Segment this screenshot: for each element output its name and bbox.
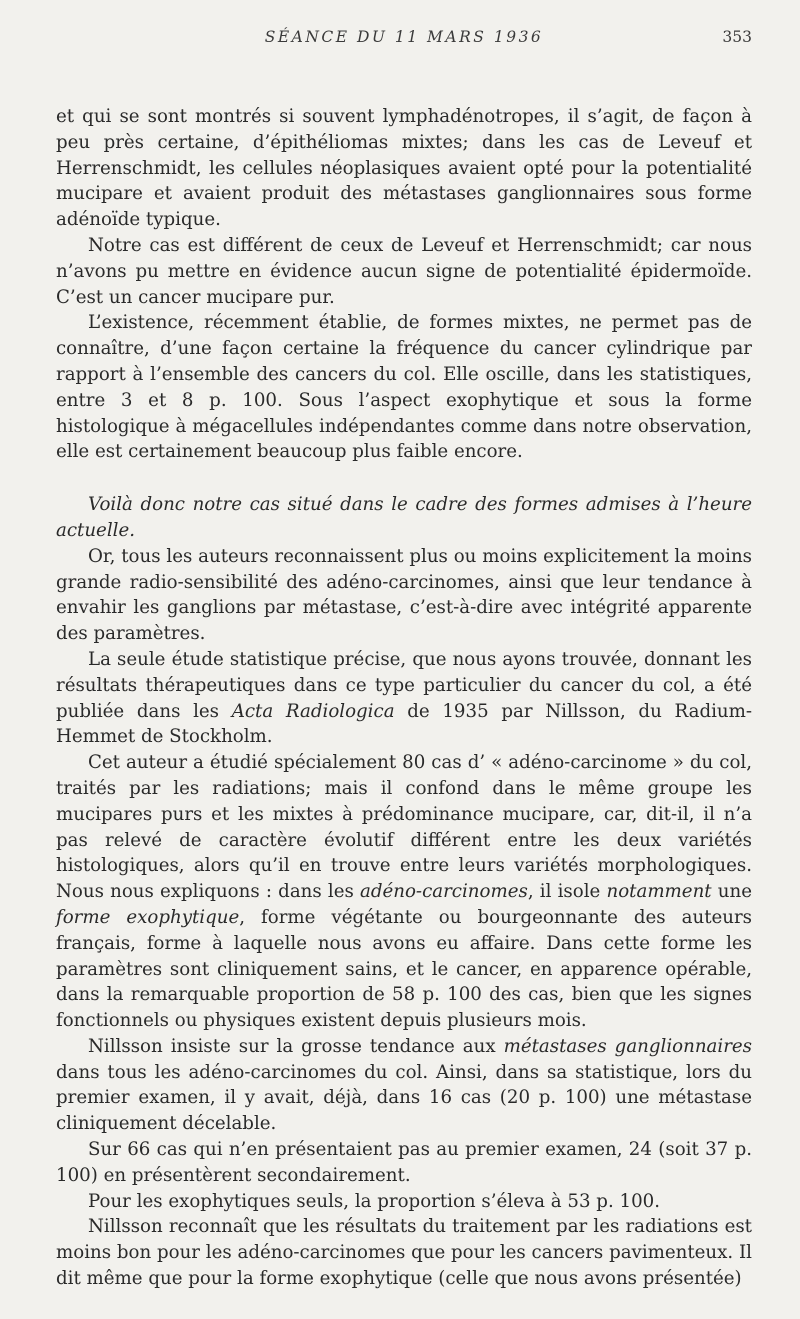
text-run: La seule étude statistique précise, que nous ayons trouvée, donnant les résultats thérapeutiques dans ce type particulier du cancer du col, a été publiée dans les xyxy=(56,648,752,722)
text-run: dans tous les adéno-carcinomes du col. Ainsi, dans sa statistique, lors du premier examen, il y avait, déjà, dans 16 cas (20 p. 100) une métastase cliniquement décelable. xyxy=(56,1061,752,1135)
paragraph xyxy=(56,750,752,1034)
running-head: SÉANCE DU 11 MARS 1936 xyxy=(264,28,544,46)
paragraph: Notre cas est différent de ceux de Leveuf et Herrenschmidt; car nous n’avons pu mettre en évidence aucun signe de potentialité épidermoïde. C’est un cancer mucipare pur. xyxy=(56,234,752,308)
paragraph: Pour les exophytiques seuls, la proportion s’éleva à 53 p. 100. xyxy=(88,1190,661,1212)
paragraph: et qui se sont montrés si souvent lymphadénotropes, il s’agit, de façon à peu près certaine, d’épithéliomas mixtes; dans les cas de Leveuf et Herrenschmidt, les cellules néoplasiques avaient opté pour la potentialité mucipare et avaient produit des métastases ganglionnaires sous forme adénoïde typique. xyxy=(56,106,752,231)
paragraph: Or, tous les auteurs reconnaissent plus ou moins explicitement la moins grande radio-sensibilité des adéno-carcinomes, ainsi que leur tendance à envahir les ganglions par métastase, c’est-à-dire avec intégrité apparente des paramètres. xyxy=(56,545,752,645)
text-run: , il isole xyxy=(527,881,607,903)
page-number: 353 xyxy=(722,28,752,46)
section-break xyxy=(56,465,752,492)
emphasis: adéno-carcinomes xyxy=(360,881,528,903)
text-run: de 1935 par Nillsson, du Radium-Hemmet de Stockholm. xyxy=(56,700,753,748)
paragraph: Sur 66 cas qui n’en présentaient pas au premier examen, 24 (soit 37 p. 100) en présentèrent secondairement. xyxy=(56,1139,752,1186)
paragraph: Nillsson reconnaît que les résultats du traitement par les radiations est moins bon pour les adéno-carcinomes que pour les cancers pavimenteux. Il dit même que pour la forme exophytique (celle que nous avons présentée) xyxy=(56,1216,752,1290)
journal-title: Acta Radiologica xyxy=(231,700,395,722)
paragraph xyxy=(56,647,752,750)
emphasis: forme exophytique xyxy=(56,906,240,928)
paragraph xyxy=(56,1034,752,1137)
emphasis: notamment xyxy=(606,881,712,903)
text-run: une xyxy=(711,881,752,903)
body-text xyxy=(56,104,752,1292)
text-run: Nillsson insiste sur la grosse tendance aux xyxy=(88,1035,504,1057)
paragraph: L’existence, récemment établie, de formes mixtes, ne permet pas de connaître, d’une façon certaine la fréquence du cancer cylindrique par rapport à l’ensemble des cancers du col. Elle oscille, dans les statistiques, entre 3 et 8 p. 100. Sous l’aspect exophytique et sous la forme histologique à mégacellules indépendantes comme dans notre observation, elle est certainement beaucoup plus faible encore. xyxy=(56,312,752,463)
text-run: Cet auteur a étudié spécialement 80 cas d’ « adéno-carcinome » du col, traités par les radiations; mais il confond dans le même groupe les mucipares purs et les mixtes à prédominance mucipare, car, dit-il, il n’a pas relevé de caractère évolutif différent entre les deux variétés histologiques, alors qu’il en trouve entre leurs variétés morphologiques. Nous nous expliquons : dans les xyxy=(56,752,752,903)
emphasis: métastases ganglionnaires xyxy=(503,1035,752,1057)
page-header xyxy=(56,26,752,56)
text-run: , forme végétante ou bourgeonnante des auteurs français, forme à laquelle nous avons eu affaire. Dans cette forme les paramètres sont cliniquement sains, et le cancer, en apparence opérable, dans la remarquable proportion de 58 p. 100 des cas, bien que les signes fonctionnels ou physiques existent depuis plusieurs mois. xyxy=(56,906,753,1032)
paragraph-italic: Voilà donc notre cas situé dans le cadre des formes admises à l’heure actuelle. xyxy=(56,494,752,541)
page xyxy=(56,26,752,1292)
